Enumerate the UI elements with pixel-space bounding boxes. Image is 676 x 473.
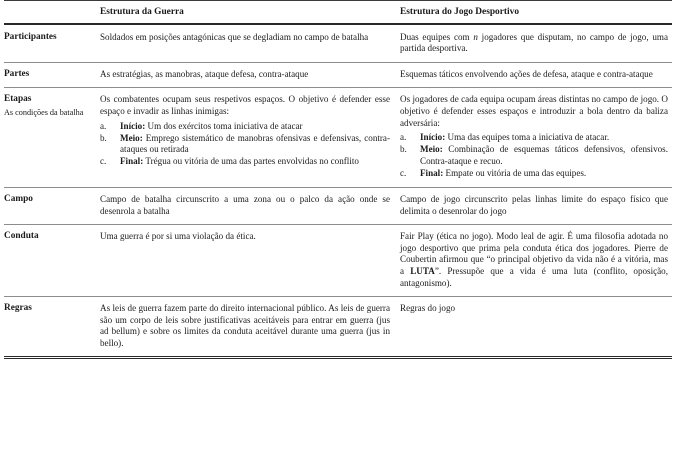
cell-regras-sport [400, 297, 672, 356]
cell-partes-sport [400, 62, 672, 88]
stage-list-item [100, 156, 390, 168]
cell-paragraph [100, 94, 390, 117]
cell-participantes-sport [400, 24, 672, 62]
stage-text: Empate ou vitória de uma das equipes. [443, 167, 587, 178]
cell-participantes-war [100, 24, 400, 62]
cell-paragraph [100, 303, 390, 349]
row-label-cell-conduta [4, 225, 100, 297]
paragraph-text: As leis de guerra fazem parte do direito internacional público. As leis de guerra são um corpo de leis sobre justificativas aceitáveis para entrar em guerra (jus ad bellum) e sobre os limites da conduta aceitável durante uma guerra (jus in bello). [100, 303, 390, 348]
table-header-row [4, 1, 672, 25]
row-label: Campo [4, 194, 33, 205]
row-label: Etapas [4, 94, 32, 105]
stage-body [120, 156, 390, 168]
stage-name: Meio: [420, 144, 443, 155]
table-header [4, 1, 672, 25]
stage-list [400, 132, 668, 179]
cell-paragraph [100, 32, 390, 44]
column-header-war: Estrutura da Guerra [100, 1, 400, 25]
column-header-label [4, 1, 100, 25]
stage-text: Trégua ou vitória de uma das partes envolvidas no conflito [143, 156, 359, 167]
cell-etapas-war [100, 88, 400, 188]
stage-list-item [400, 144, 668, 167]
stage-text: Combinação de esquemas táticos defensivos, ofensivos. Contra-ataque e recuo. [420, 144, 668, 166]
cell-paragraph [400, 69, 668, 81]
stage-list [100, 121, 390, 168]
cell-campo-war [100, 188, 400, 225]
stage-name: Meio: [120, 132, 143, 143]
cell-etapas-sport [400, 88, 672, 188]
comparison-table [4, 0, 672, 356]
paragraph-text: Regras do jogo [400, 303, 456, 314]
cell-campo-sport [400, 188, 672, 225]
table-row [4, 62, 672, 88]
cell-regras-war [100, 297, 400, 356]
stage-body [120, 133, 390, 156]
row-label-cell-campo [4, 188, 100, 225]
stage-list-item [400, 168, 668, 180]
stage-name: Início: [420, 132, 446, 143]
paragraph-text: As estratégias, as manobras, ataque defesa, contra-ataque [100, 68, 309, 79]
paragraph-text-tail: jogadores que disputam, no campo de jogo, uma partida desportiva. [400, 31, 668, 54]
cell-conduta-sport [400, 225, 672, 297]
stage-marker: a. [400, 132, 407, 143]
cell-partes-war [100, 62, 400, 88]
paragraph-text: Duas equipes com [400, 31, 474, 42]
stage-body [420, 168, 668, 180]
row-label: Partes [4, 68, 30, 79]
cell-paragraph [100, 69, 390, 81]
stage-name: Início: [120, 120, 146, 131]
stage-text: Uma das equipes toma a iniciativa de atacar. [445, 132, 610, 143]
paragraph-text-tail: ”. Pressupõe que a vida é uma luta (conflito, oposição, antagonismo). [400, 266, 668, 288]
cell-paragraph [100, 194, 390, 217]
table-row [4, 88, 672, 188]
stage-marker: c. [400, 167, 407, 178]
stage-body [420, 132, 668, 144]
row-sublabel: As condições da batalha [4, 107, 84, 117]
stage-list-item [400, 132, 668, 144]
cell-conduta-war [100, 225, 400, 297]
table-body [4, 24, 672, 355]
paragraph-text: Campo de jogo circunscrito pelas linhas limite do espaço físico que delimita o desenrolar do jogo [400, 194, 668, 216]
cell-paragraph [100, 231, 390, 243]
stage-text: Um dos exércitos toma iniciativa de atacar [145, 120, 303, 131]
cell-paragraph [400, 303, 668, 315]
table-row [4, 225, 672, 297]
table-bottom-rule [4, 356, 672, 359]
table-row [4, 297, 672, 356]
stage-marker: c. [100, 156, 107, 167]
stage-text: Emprego sistemático de manobras ofensivas e defensivas, contra-ataques ou retirada [120, 132, 390, 155]
row-label-cell-regras [4, 297, 100, 356]
paragraph-text: Uma guerra é por si uma violação da ética. [100, 231, 256, 242]
cell-paragraph [400, 231, 668, 289]
table-row [4, 188, 672, 225]
column-header-sport: Estrutura do Jogo Desportivo [400, 1, 672, 25]
stage-marker: a. [100, 120, 107, 131]
row-label: Conduta [4, 231, 39, 242]
row-label: Regras [4, 303, 32, 314]
paragraph-text: Os combatentes ocupam seus respetivos espaços. O objetivo é defender esse espaço e invadir as linhas inimigas: [100, 94, 390, 116]
paragraph-text: Soldados em posições antagónicas que se degladiam no campo de batalha [100, 31, 369, 42]
stage-name: Final: [120, 156, 144, 167]
paragraph-text: Campo de batalha circunscrito a uma zona ou o palco da ação onde se desenrola a batalha [100, 194, 390, 216]
paragraph-text: Os jogadores de cada equipa ocupam áreas distintas no campo de jogo. O objetivo é defender esses espaços e introduzir a bola dentro da baliza adversária: [400, 94, 668, 128]
paragraph-text: Esquemas táticos envolvendo ações de defesa, ataque e contra-ataque [400, 68, 653, 79]
stage-list-item [100, 121, 390, 133]
paragraph-italic-variable: n [473, 31, 478, 42]
paragraph-text: Fair Play (ética no jogo). Modo leal de agir. É uma filosofia adotada no jogo desportivo que prima pela conduta ética dos jogadores. Pierre de Coubertin afirmou que “o principal objetivo da vida não é a vitória, mas a [400, 231, 668, 276]
stage-body [120, 121, 390, 133]
row-label-cell-etapas [4, 88, 100, 188]
cell-paragraph [400, 32, 668, 55]
stage-marker: b. [100, 132, 107, 143]
table-row [4, 24, 672, 62]
row-label: Participantes [4, 31, 57, 42]
cell-paragraph [400, 94, 668, 129]
cell-paragraph [400, 194, 668, 217]
stage-name: Final: [420, 167, 444, 178]
row-label-cell-participantes [4, 24, 100, 62]
row-label-cell-partes [4, 62, 100, 88]
stage-marker: b. [400, 144, 407, 155]
stage-body [420, 144, 668, 167]
stage-list-item [100, 133, 390, 156]
paragraph-emphasis: LUTA [410, 266, 435, 276]
